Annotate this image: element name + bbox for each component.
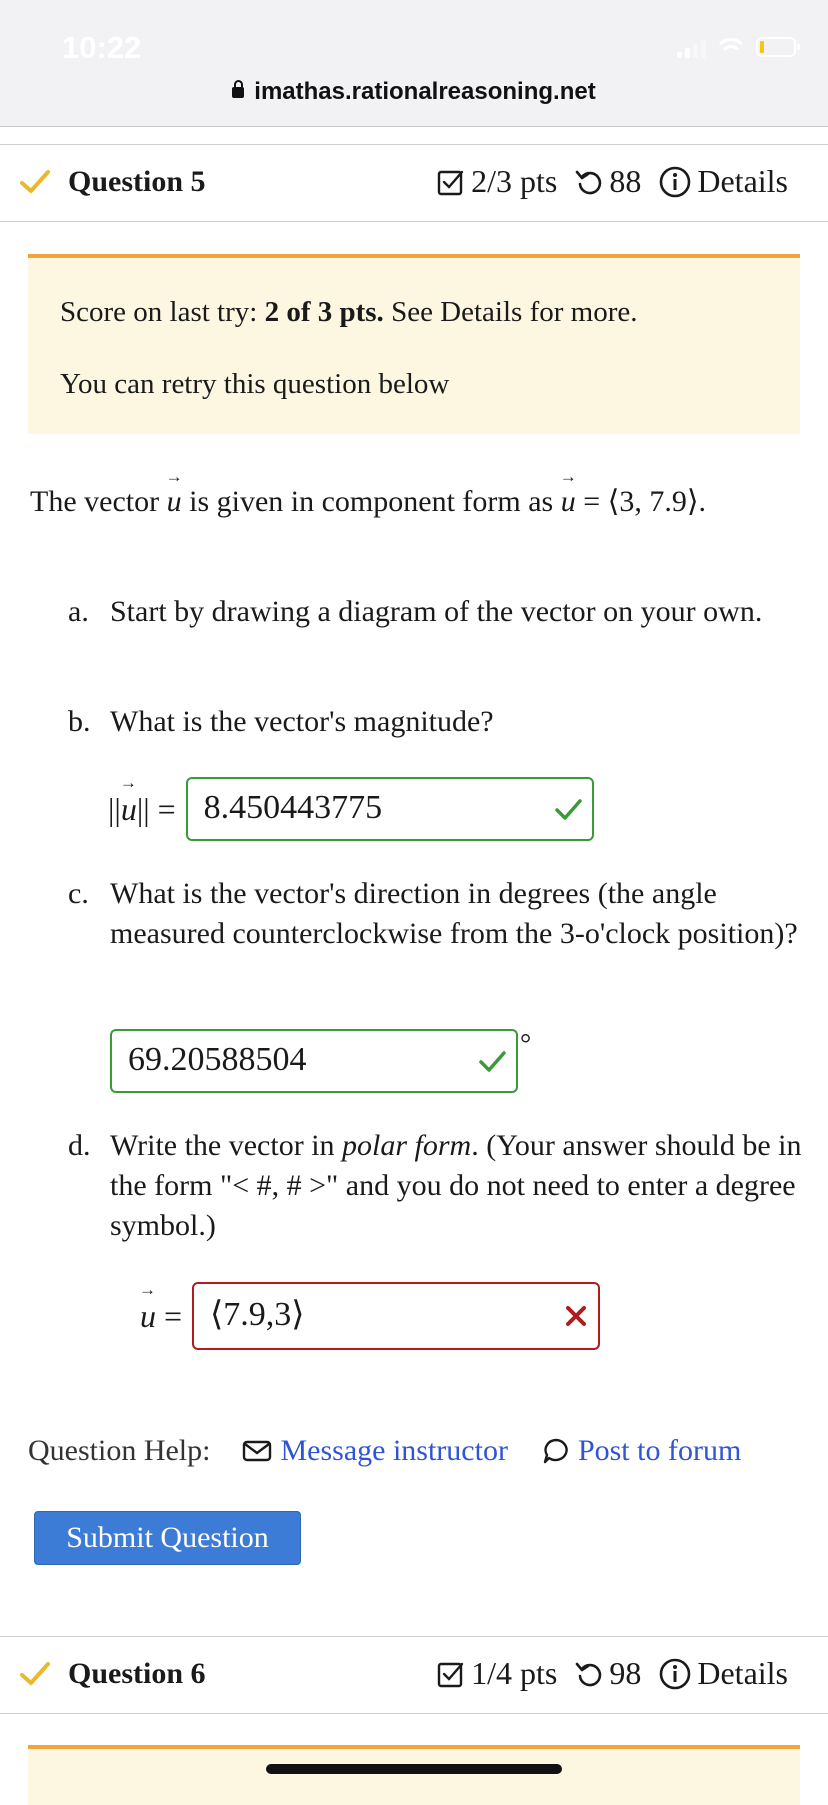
info-icon — [659, 1658, 691, 1690]
points-checkbox-icon — [437, 168, 465, 196]
battery-icon — [756, 37, 796, 57]
details-button[interactable] — [659, 163, 788, 200]
signal-icon — [677, 36, 706, 58]
question-meta — [437, 1655, 788, 1692]
part-c: c. What is the vector's direction in degrees (the angle measured counterclockwise from the 3-o'clock position)? — [68, 877, 798, 950]
question-title: Question 6 — [68, 1657, 206, 1690]
lock-icon — [232, 87, 244, 98]
question-meta — [437, 163, 788, 200]
wifi-icon — [716, 36, 746, 58]
correct-check-icon — [478, 1047, 506, 1075]
magnitude-label: ||→ u|| = — [108, 791, 176, 828]
address-bar[interactable] — [0, 78, 828, 106]
vector-u: → u — [561, 485, 576, 519]
direction-input[interactable]: 69.20588504 — [110, 1029, 518, 1093]
score-value: 2 of 3 pts. — [264, 296, 384, 328]
magnitude-row — [108, 777, 594, 841]
question-prompt: The vector → u is given in component form as → u = ⟨3, 7.9⟩. — [30, 484, 706, 519]
status-icons — [677, 36, 796, 58]
retry-icon — [575, 1660, 603, 1688]
polar-row: → u = ⟨7.9,3⟩ — [140, 1282, 600, 1350]
question-help — [28, 1434, 741, 1468]
help-label: Question Help: — [28, 1434, 211, 1467]
details-button[interactable] — [659, 1655, 788, 1692]
points-text: 1/4 pts — [471, 1655, 558, 1691]
retry-icon — [575, 168, 603, 196]
points-text: 2/3 pts — [471, 163, 558, 199]
part-d: d. Write the vector in polar form. (Your answer should be in the form "< #, # >" and you do not need to enter a degree symbol.) — [68, 1129, 802, 1242]
vector-components: ⟨3, 7.9⟩. — [607, 485, 707, 518]
retries-text: 98 — [609, 1655, 642, 1691]
details-label: Details — [697, 1655, 788, 1691]
browser-chrome — [0, 0, 828, 127]
post-to-forum-link[interactable]: Post to forum — [542, 1434, 741, 1468]
degree-symbol: ° — [520, 1029, 532, 1060]
vector-u: → u — [167, 485, 182, 519]
status-time: 10:22 — [62, 30, 142, 65]
question-header — [0, 144, 828, 222]
submit-question-button[interactable]: Submit Question — [34, 1511, 301, 1565]
speech-bubble-icon — [542, 1437, 570, 1465]
retries-text: 88 — [609, 163, 642, 199]
retry-line: You can retry this question below — [60, 368, 450, 400]
details-label: Details — [697, 163, 788, 199]
points-checkbox-icon — [437, 1660, 465, 1688]
info-icon — [659, 166, 691, 198]
direction-row — [110, 1029, 531, 1093]
question-title: Question 5 — [68, 165, 206, 198]
partial-credit-check-icon — [20, 169, 50, 195]
part-b: b. What is the vector's magnitude? — [68, 705, 494, 738]
home-indicator[interactable] — [266, 1764, 562, 1774]
incorrect-x-icon — [564, 1304, 588, 1328]
message-instructor-link[interactable]: Message instructor — [242, 1434, 507, 1468]
partial-credit-check-icon — [20, 1661, 50, 1687]
magnitude-input[interactable]: 8.450443775 — [186, 777, 594, 841]
score-line: Score on last try: 2 of 3 pts. See Details for more. — [60, 296, 638, 328]
question-header — [0, 1636, 828, 1714]
correct-check-icon — [554, 795, 582, 823]
score-notice — [28, 254, 800, 434]
part-a: a. Start by drawing a diagram of the vector on your own. — [68, 595, 763, 628]
envelope-icon — [242, 1439, 272, 1463]
url-text: imathas.rationalreasoning.net — [254, 78, 596, 105]
polar-input[interactable]: ⟨7.9,3⟩ — [192, 1282, 600, 1350]
score-notice — [28, 1745, 800, 1805]
